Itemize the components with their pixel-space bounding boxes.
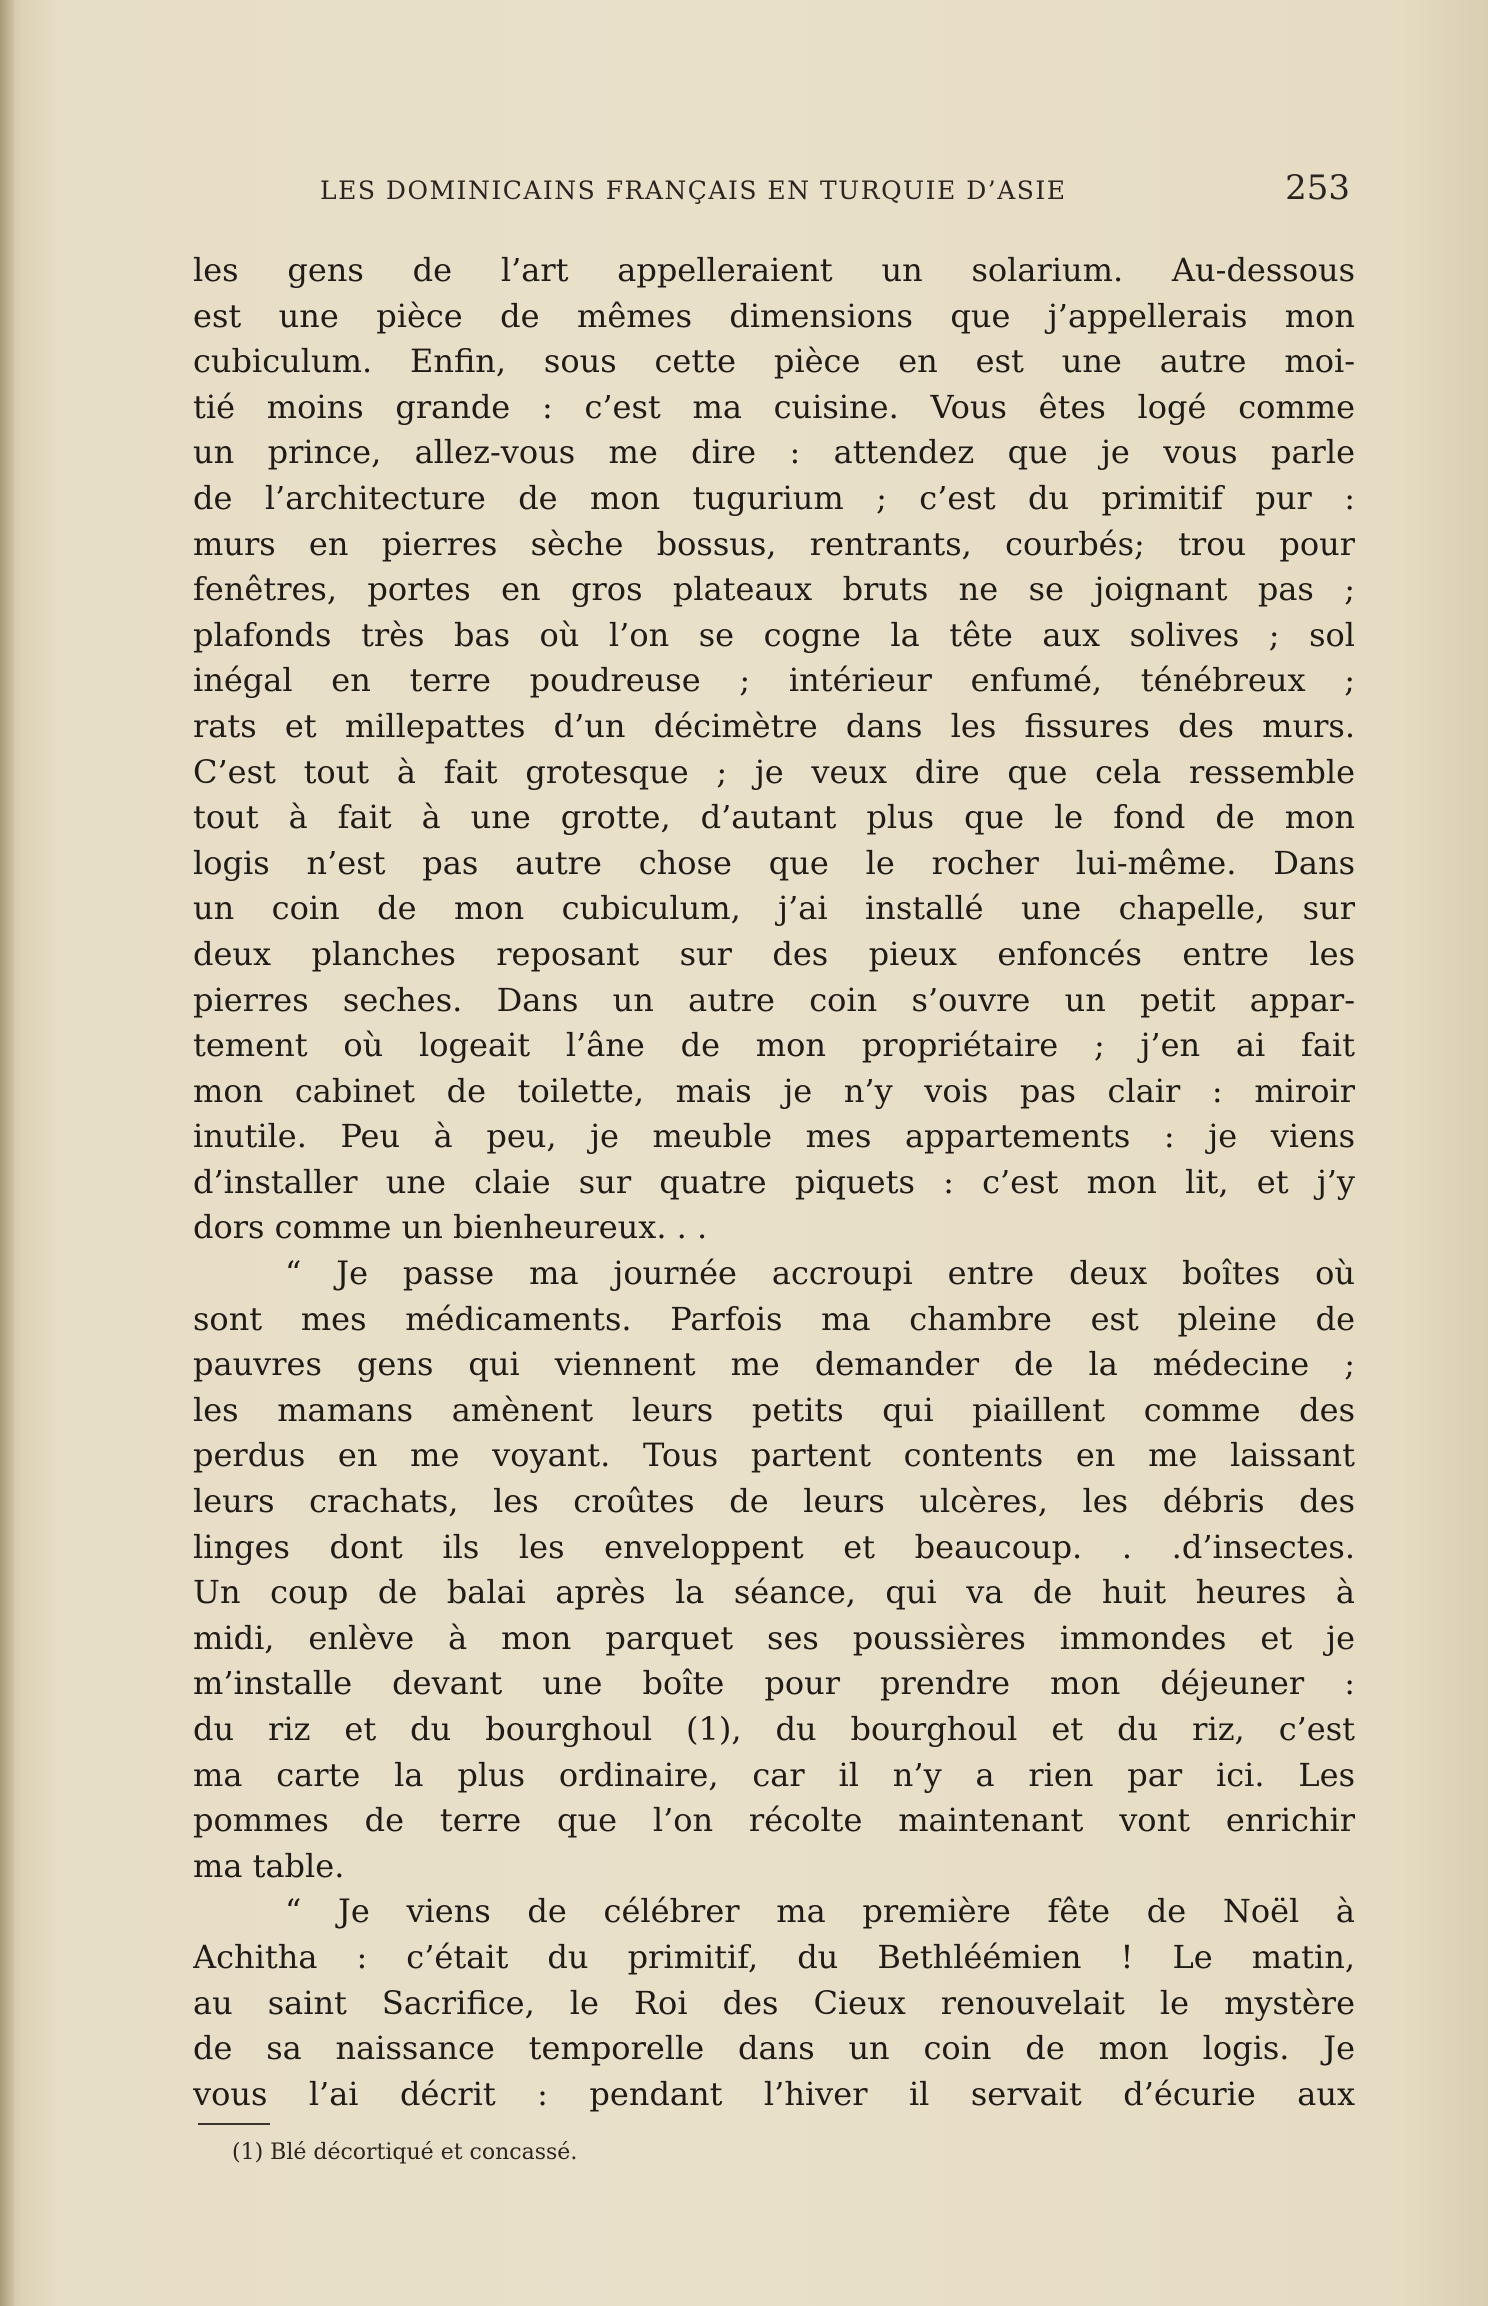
text-line: de l’architecture de mon tugurium ; c’est du primitif pur :: [193, 478, 1355, 517]
running-head-title: LES DOMINICAINS FRANÇAIS EN TURQUIE D’ASIE: [320, 176, 1067, 205]
text-line: sont mes médicaments. Parfois ma chambre est pleine de: [193, 1299, 1355, 1338]
text-line: du riz et du bourghoul (1), du bourghoul et du riz, c’est: [193, 1710, 1355, 1748]
running-head: [320, 166, 1350, 214]
binding-edge: [0, 0, 14, 2306]
text-line: leurs crachats, les croûtes de leurs ulcères, les débris des: [193, 1482, 1355, 1521]
text-line: midi, enlève à mon parquet ses poussières immondes et je: [193, 1618, 1355, 1657]
text-line: d’installer une claie sur quatre piquets : c’est mon lit, et j’y: [193, 1162, 1355, 1201]
text-line: “ Je viens de célébrer ma première fête de Noël à: [285, 1892, 1355, 1931]
text-line: murs en pierres sèche bossus, rentrants, courbés; trou pour: [193, 524, 1355, 563]
text-line: un coin de mon cubiculum, j’ai installé une chapelle, sur: [193, 889, 1355, 928]
text-line: inutile. Peu à peu, je meuble mes appartements : je viens: [193, 1117, 1355, 1156]
footnote-divider: [198, 2123, 270, 2125]
text-line: C’est tout à fait grotesque ; je veux dire que cela ressemble: [193, 752, 1355, 791]
text-line: ma table.: [193, 1846, 345, 1885]
text-line: pommes de terre que l’on récolte maintenant vont enrichir: [193, 1801, 1355, 1840]
text-line: “ Je passe ma journée accroupi entre deux boîtes où: [285, 1254, 1355, 1293]
text-line: vous l’ai décrit : pendant l’hiver il servait d’écurie aux: [193, 2074, 1355, 2113]
text-line: fenêtres, portes en gros plateaux bruts ne se joignant pas ;: [193, 570, 1355, 609]
text-line: les mamans amènent leurs petits qui piaillent comme des: [193, 1390, 1355, 1429]
text-line: un prince, allez-vous me dire : attendez que je vous parle: [193, 433, 1355, 472]
text-line: cubiculum. Enfin, sous cette pièce en est une autre moi-: [193, 342, 1355, 381]
body-text: [193, 248, 1355, 2117]
text-line: dors comme un bienheureux. . .: [193, 1208, 708, 1247]
text-line: tement où logeait l’âne de mon propriétaire ; j’en ai fait: [193, 1026, 1355, 1065]
text-line: au saint Sacrifice, le Roi des Cieux renouvelait le mystère: [193, 1983, 1355, 2022]
page-number: 253: [1285, 168, 1350, 208]
text-line: de sa naissance temporelle dans un coin de mon logis. Je: [193, 2029, 1355, 2068]
text-line: Achitha : c’était du primitif, du Bethléémien ! Le matin,: [193, 1937, 1355, 1976]
text-line: inégal en terre poudreuse ; intérieur enfumé, ténébreux ;: [193, 661, 1355, 700]
footnote: (1) Blé décortiqué et concassé.: [232, 2140, 578, 2165]
text-line: pauvres gens qui viennent me demander de la médecine ;: [193, 1345, 1355, 1384]
text-line: tout à fait à une grotte, d’autant plus que le fond de mon: [193, 798, 1355, 837]
text-line: deux planches reposant sur des pieux enfoncés entre les: [193, 934, 1355, 973]
text-line: mon cabinet de toilette, mais je n’y vois pas clair : miroir: [193, 1071, 1355, 1110]
text-line: plafonds très bas où l’on se cogne la tête aux solives ; sol: [193, 615, 1355, 654]
text-line: pierres seches. Dans un autre coin s’ouvre un petit appar-: [193, 980, 1355, 1019]
text-line: m’installe devant une boîte pour prendre mon déjeuner :: [193, 1664, 1355, 1703]
text-line: Un coup de balai après la séance, qui va de huit heures à: [193, 1573, 1355, 1612]
text-line: logis n’est pas autre chose que le rocher lui-même. Dans: [193, 843, 1355, 882]
text-line: rats et millepattes d’un décimètre dans les fissures des murs.: [193, 706, 1355, 745]
text-line: les gens de l’art appelleraient un solarium. Au-dessous: [193, 251, 1355, 289]
text-line: linges dont ils les enveloppent et beaucoup. . .d’insectes.: [193, 1527, 1355, 1566]
text-line: perdus en me voyant. Tous partent contents en me laissant: [193, 1436, 1355, 1475]
text-line: tié moins grande : c’est ma cuisine. Vous êtes logé comme: [193, 387, 1355, 426]
text-line: ma carte la plus ordinaire, car il n’y a rien par ici. Les: [193, 1755, 1355, 1794]
text-line: est une pièce de mêmes dimensions que j’appellerais mon: [193, 296, 1355, 335]
